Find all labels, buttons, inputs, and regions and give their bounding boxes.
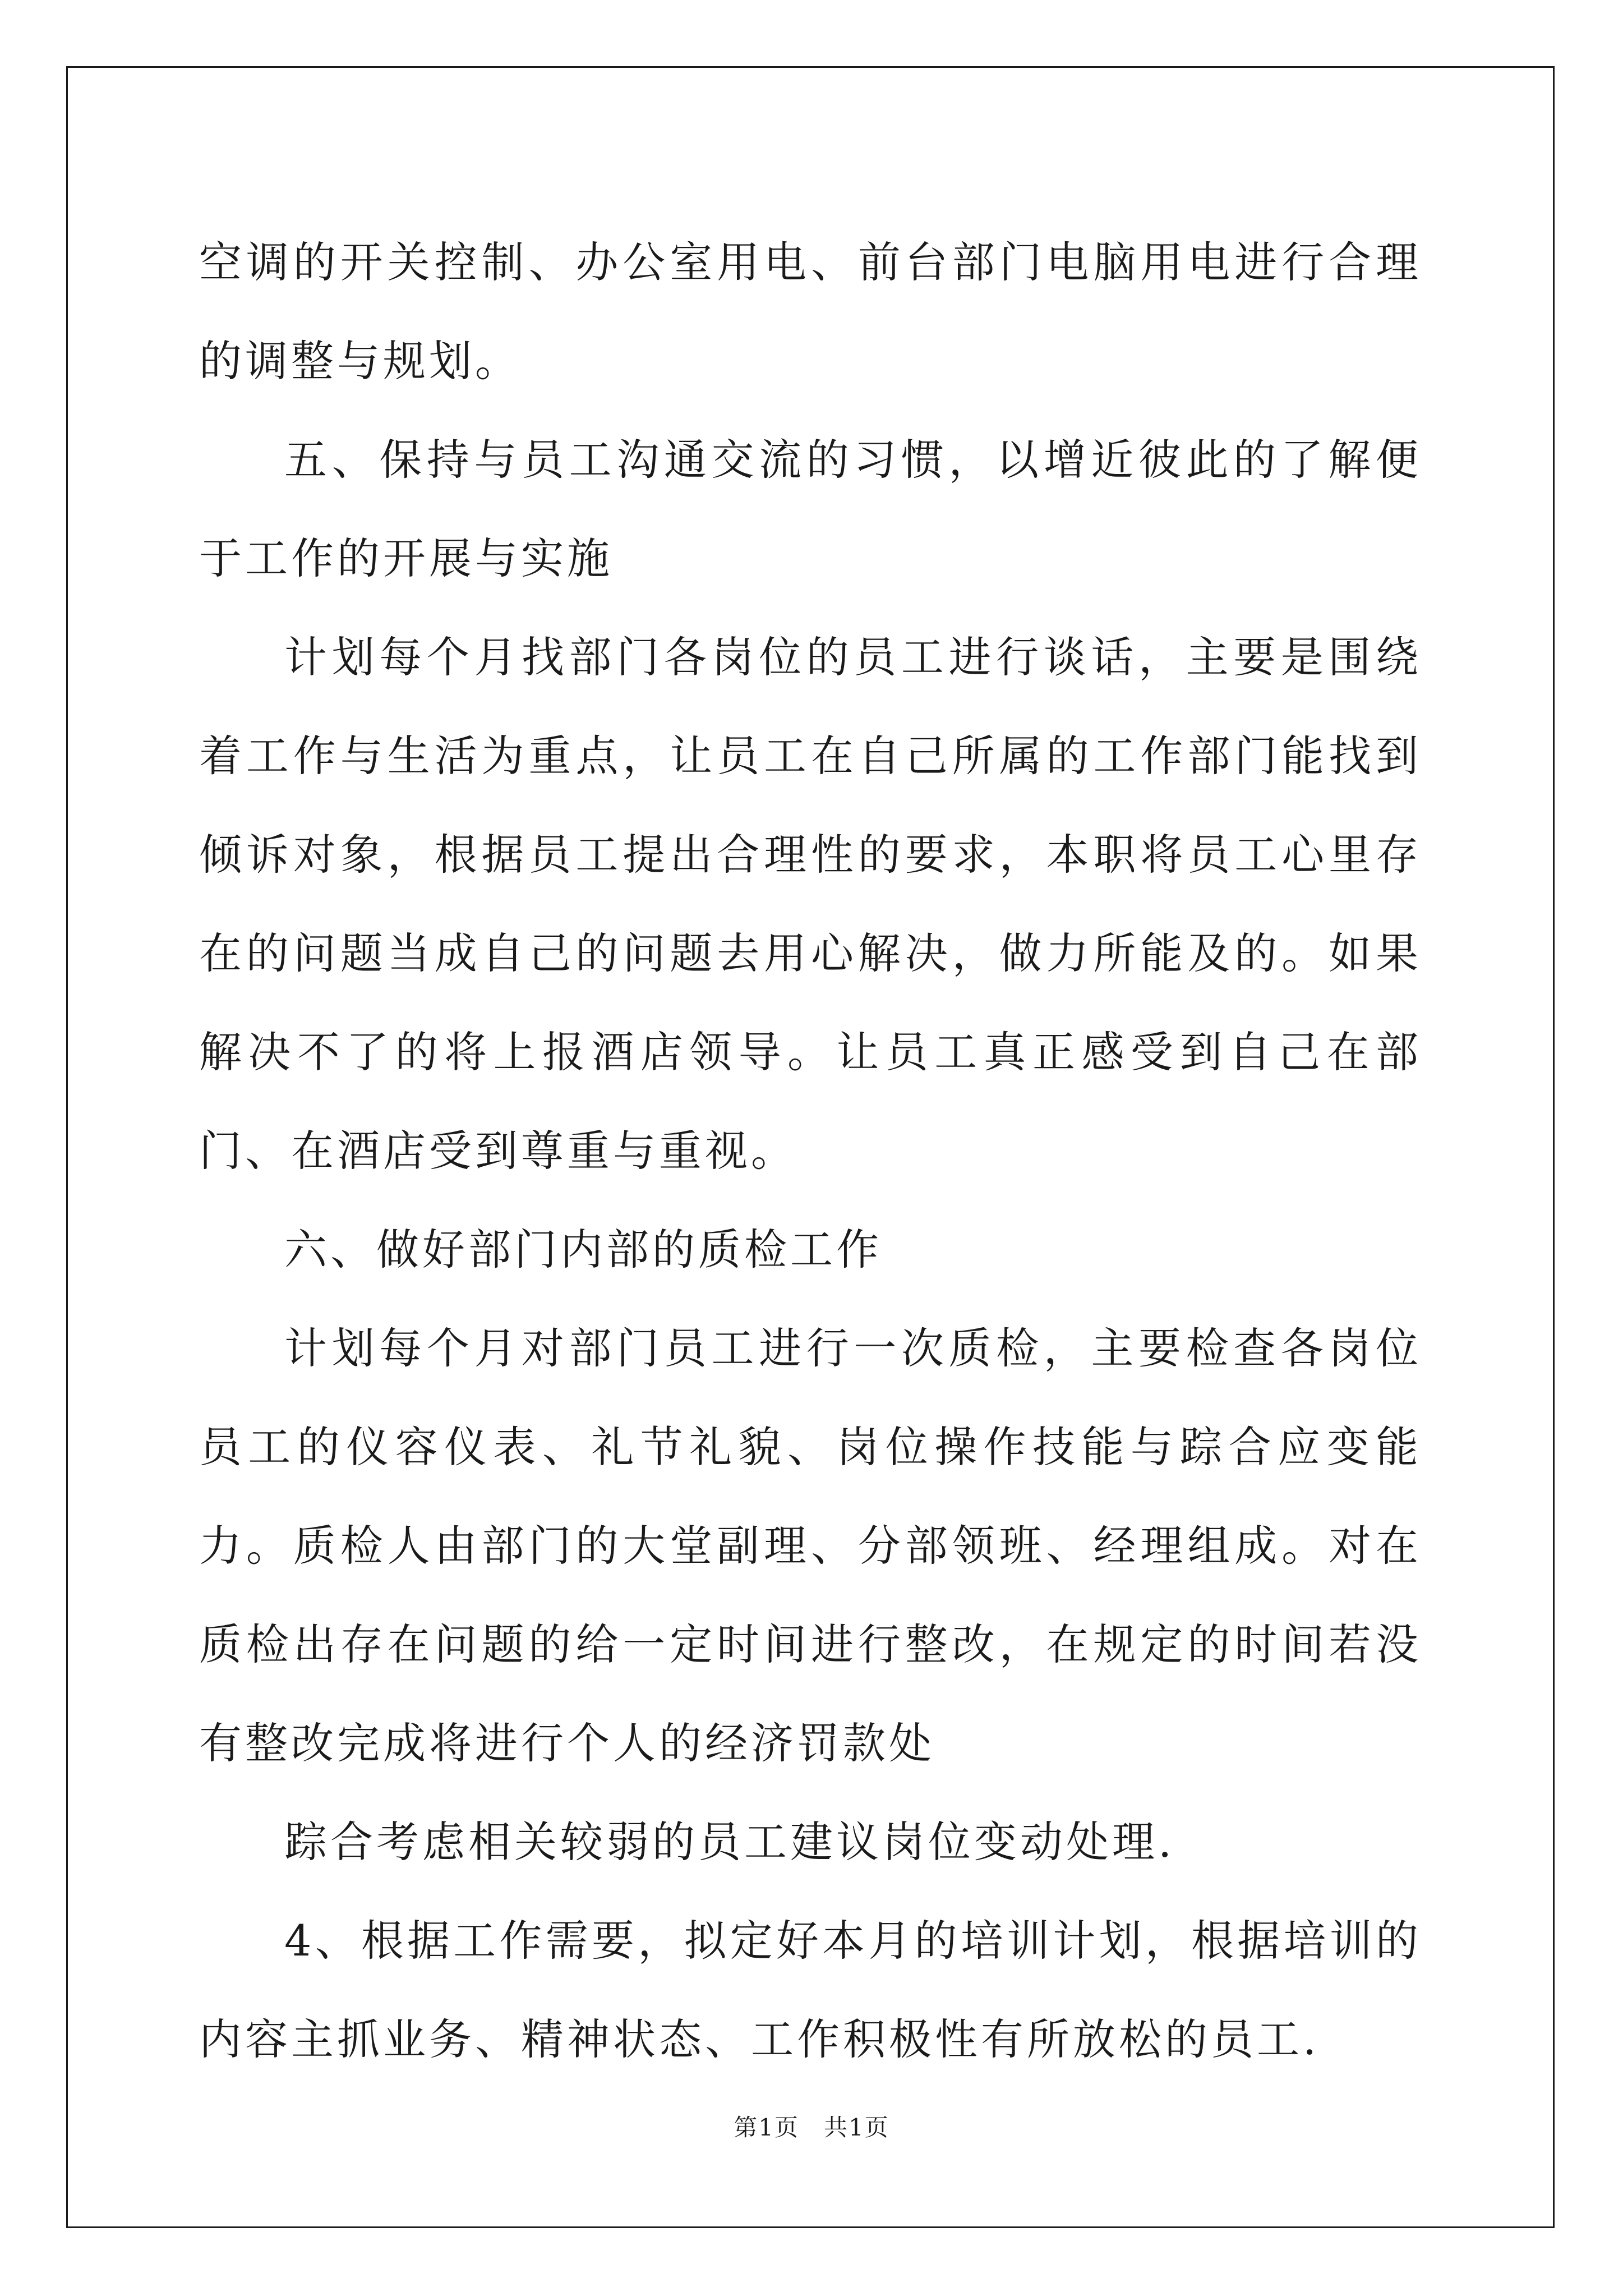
paragraph-continuation: 空调的开关控制、办公室用电、前台部门电脑用电进行合理的调整与规划。 xyxy=(199,237,1422,386)
page-total: 共1页 xyxy=(824,2114,889,2141)
page-footer xyxy=(0,2111,1623,2145)
paragraph-staff-talks: 计划每个月找部门各岗位的员工进行谈话，主要是围绕着工作与生活为重点，让员工在自己所属的工作部门能找到倾诉对象，根据员工提出合理性的要求，本职将员工心里存在的问题当成自己的问题去用心解决，做力所能及的。如果解决不了的将上报酒店领导。让员工真正感受到自己在部门、在酒店受到尊重与重视。 xyxy=(199,632,1422,1176)
page-number: 第1页 xyxy=(734,2114,799,2141)
document-body xyxy=(199,213,1422,2089)
section-heading-6: 六、做好部门内部的质检工作 xyxy=(284,1225,882,1274)
paragraph-quality-check: 计划每个月对部门员工进行一次质检，主要检查各岗位员工的仪容仪表、礼节礼貌、岗位操作技能与踪合应变能力。质检人由部门的大堂副理、分部领班、经理组成。对在质检出存在问题的给一定时间进行整改，在规定的时间若没有整改完成将进行个人的经济罚款处 xyxy=(199,1323,1422,1768)
paragraph-position-change: 踪合考虑相关较弱的员工建议岗位变动处理. xyxy=(284,1817,1175,1867)
paragraph-training-plan: 4、根据工作需要，拟定好本月的培训计划，根据培训的内容主抓业务、精神状态、工作积极性有所放松的员工. xyxy=(199,1916,1422,2064)
section-heading-5: 五、保持与员工沟通交流的习惯，以增近彼此的了解便于工作的开展与实施 xyxy=(199,435,1422,583)
